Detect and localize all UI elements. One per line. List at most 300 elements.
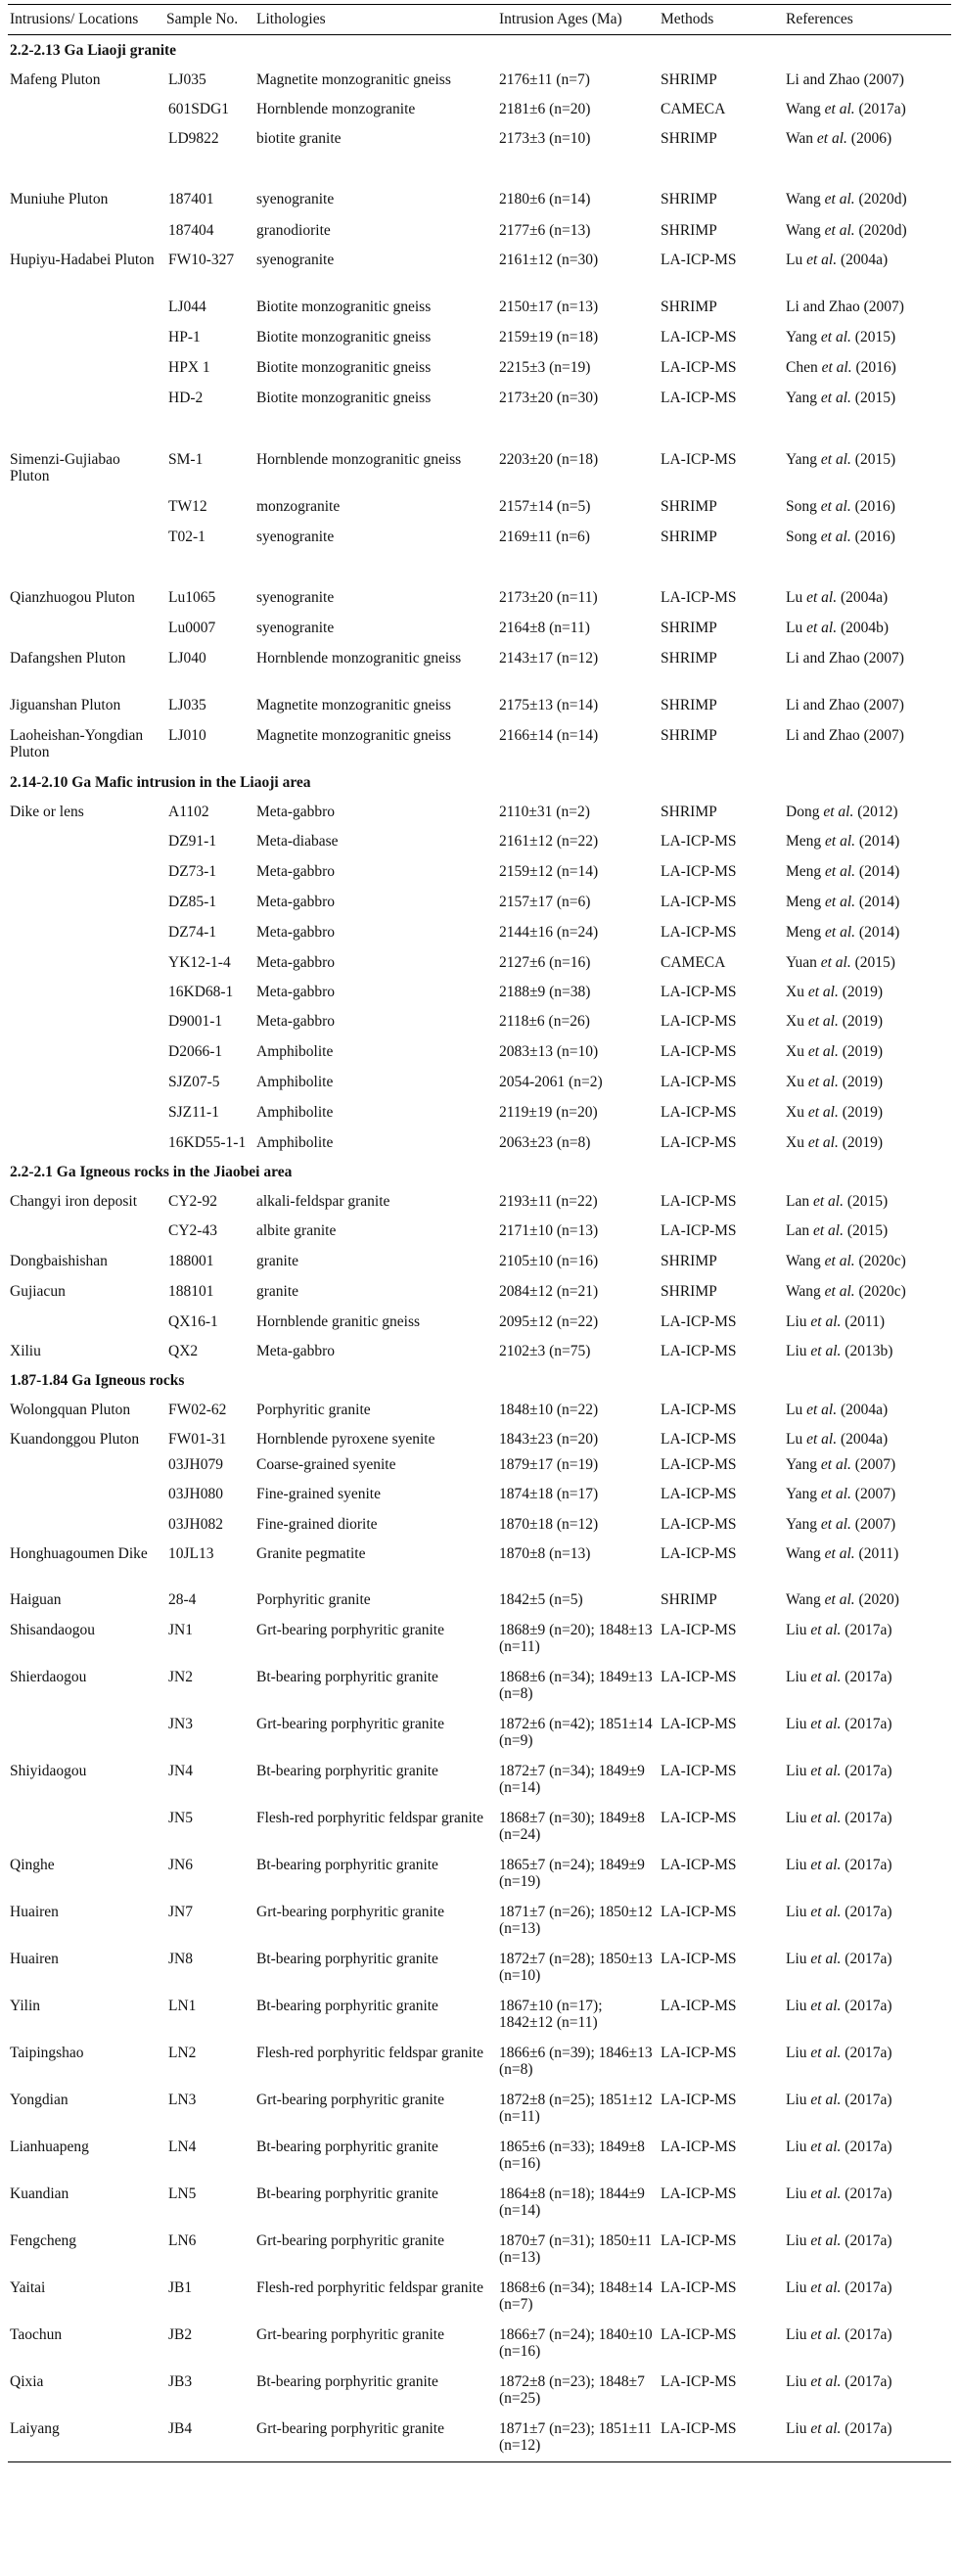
- reference-cell: [784, 1850, 951, 1897]
- table-row: [8, 1944, 951, 1991]
- table-row: [8, 1006, 951, 1036]
- age-cell: 2159±12 (n=14): [499, 862, 599, 880]
- method-cell: SHRIMP: [661, 129, 717, 147]
- lithology-cell: Magnetite monzogranitic gneiss: [256, 726, 451, 744]
- lithology-cell: biotite granite: [256, 129, 342, 147]
- table-row: [8, 2367, 951, 2414]
- reference-cell: [784, 1615, 951, 1662]
- age-cell: 2171±10 (n=13): [499, 1221, 599, 1239]
- reference-cell: [784, 2085, 951, 2132]
- table-row: [8, 123, 951, 184]
- sample-cell: FW10-327: [168, 251, 235, 268]
- reference-author: Liu: [786, 2231, 811, 2249]
- age-cell: 2105±10 (n=16): [499, 1252, 599, 1269]
- reference-year: (2004a): [837, 251, 889, 268]
- reference-author: Song: [786, 528, 821, 545]
- sample-cell: DZ73-1: [168, 862, 217, 880]
- lithology-cell: Meta-gabbro: [256, 862, 336, 880]
- reference-et-al: et al.: [810, 2372, 842, 2390]
- sample-cell: TW12: [168, 497, 207, 515]
- reference-cell: [784, 245, 951, 292]
- reference-et-al: et al.: [824, 1544, 855, 1562]
- table-row: [8, 444, 951, 491]
- age-cell: 2143±17 (n=12): [499, 649, 599, 667]
- reference-year: (2013b): [841, 1342, 893, 1359]
- header-intrusion-ages: Intrusion Ages (Ma): [497, 5, 659, 35]
- method-cell: LA-ICP-MS: [661, 1515, 737, 1533]
- sample-cell: Lu1065: [168, 588, 216, 606]
- reference-author: Meng: [786, 862, 826, 880]
- reference-et-al: et al.: [810, 1903, 842, 1920]
- lithology-cell: Bt-bearing porphyritic granite: [256, 1762, 438, 1779]
- table-row: [8, 1186, 951, 1216]
- lithology-cell: Biotite monzogranitic gneiss: [256, 358, 432, 376]
- method-cell: LA-ICP-MS: [661, 1715, 737, 1732]
- reference-author: Liu: [786, 2372, 811, 2390]
- reference-et-al: et al.: [810, 2278, 842, 2296]
- reference-year: (2017a): [841, 2419, 892, 2437]
- method-cell: LA-ICP-MS: [661, 832, 737, 850]
- reference-et-al: et al.: [824, 1590, 855, 1608]
- table-row: [8, 2179, 951, 2226]
- location-cell: [8, 352, 164, 383]
- header-lithologies: Lithologies: [254, 5, 497, 35]
- method-cell: LA-ICP-MS: [661, 1903, 737, 1920]
- table-row: [8, 94, 951, 123]
- age-cell: 2127±6 (n=16): [499, 953, 591, 971]
- lithology-cell: syenogranite: [256, 251, 335, 268]
- reference-author: Li and Zhao (2007): [786, 298, 904, 315]
- location-cell: Shierdaogou: [10, 1668, 87, 1685]
- reference-cell: [784, 1756, 951, 1803]
- age-cell: 1864±8 (n=18); 1844±9 (n=14): [499, 2185, 645, 2219]
- reference-year: (2017a): [841, 2231, 892, 2249]
- location-cell: Hupiyu-Hadabei Pluton: [10, 251, 155, 268]
- section-header-row: [8, 1157, 951, 1186]
- section-header-row: [8, 35, 951, 65]
- reference-cell: [784, 1479, 951, 1509]
- reference-cell: [784, 643, 951, 690]
- location-cell: Laiyang: [8, 2414, 164, 2462]
- reference-cell: [784, 292, 951, 322]
- reference-cell: [784, 1424, 951, 1449]
- lithology-cell: Granite pegmatite: [256, 1544, 366, 1562]
- reference-author: Liu: [786, 1668, 811, 1685]
- reference-author: Li and Zhao (2007): [786, 649, 904, 667]
- reference-et-al: et al.: [810, 2044, 842, 2061]
- sample-cell: 03JH080: [168, 1485, 223, 1502]
- table-row: [8, 1662, 951, 1709]
- method-cell: SHRIMP: [661, 497, 717, 515]
- method-cell: LA-ICP-MS: [661, 328, 737, 345]
- reference-year: (2014): [855, 923, 900, 941]
- reference-author: Liu: [786, 1312, 811, 1330]
- table-row: [8, 2038, 951, 2085]
- table-row: [8, 613, 951, 643]
- sample-cell: 187401: [168, 190, 214, 207]
- sample-cell: JN5: [168, 1809, 193, 1826]
- reference-author: Liu: [786, 1997, 811, 2014]
- reference-et-al: et al.: [824, 190, 855, 207]
- sample-cell: LJ035: [168, 70, 206, 88]
- reference-year: (2007): [850, 1455, 896, 1473]
- age-cell: 2193±11 (n=22): [499, 1192, 598, 1210]
- age-cell: 2203±20 (n=18): [499, 450, 599, 468]
- sample-cell: LN2: [168, 2044, 197, 2061]
- table-row: [8, 322, 951, 352]
- location-cell: [8, 977, 164, 1006]
- reference-et-al: et al.: [807, 1042, 839, 1060]
- sample-cell: 28-4: [168, 1590, 197, 1608]
- sample-cell: A1102: [168, 803, 209, 820]
- sample-cell: SM-1: [168, 450, 204, 468]
- location-cell: Qixia: [10, 2372, 44, 2390]
- reference-author: Li and Zhao (2007): [786, 70, 904, 88]
- reference-et-al: et al.: [810, 1762, 842, 1779]
- age-cell: 1872±7 (n=34); 1849±9 (n=14): [499, 1762, 645, 1796]
- sample-cell: JN6: [168, 1856, 193, 1873]
- age-cell: 1865±6 (n=33); 1849±8 (n=16): [499, 2138, 645, 2172]
- lithology-cell: Bt-bearing porphyritic granite: [256, 2138, 438, 2155]
- lithology-cell: Bt-bearing porphyritic granite: [256, 2185, 438, 2202]
- reference-year: (2017a): [841, 1668, 892, 1685]
- table-row: [8, 690, 951, 720]
- location-cell: Qinghe: [10, 1856, 55, 1873]
- reference-year: (2017a): [841, 2185, 892, 2202]
- sample-cell: FW02-62: [168, 1401, 227, 1418]
- table-row: [8, 1307, 951, 1336]
- reference-cell: [784, 582, 951, 613]
- reference-et-al: et al.: [825, 832, 856, 850]
- location-cell: [8, 94, 164, 123]
- reference-author: Yang: [786, 450, 821, 468]
- location-cell: Yongdian: [10, 2091, 68, 2108]
- reference-author: Lan: [786, 1192, 813, 1210]
- reference-et-al: et al.: [810, 1621, 842, 1638]
- section-header-row: [8, 1365, 951, 1395]
- sample-cell: 16KD55-1-1: [168, 1133, 247, 1151]
- header-sample-no: Sample No.: [164, 5, 254, 35]
- table-row: [8, 1424, 951, 1449]
- age-cell: 2102±3 (n=75): [499, 1342, 591, 1359]
- age-cell: 1867±10 (n=17); 1842±12 (n=11): [499, 1997, 603, 2031]
- age-cell: 2083±13 (n=10): [499, 1042, 599, 1060]
- table-row: [8, 1449, 951, 1479]
- location-cell: Changyi iron deposit: [10, 1192, 138, 1210]
- reference-author: Wang: [786, 190, 825, 207]
- location-cell: [8, 1097, 164, 1127]
- age-cell: 1879±17 (n=19): [499, 1455, 599, 1473]
- reference-cell: [784, 215, 951, 245]
- age-cell: 2157±14 (n=5): [499, 497, 591, 515]
- reference-year: (2017a): [841, 1950, 892, 1967]
- reference-year: (2017a): [841, 2091, 892, 2108]
- lithology-cell: syenogranite: [256, 588, 335, 606]
- reference-year: (2015): [850, 953, 895, 971]
- reference-year: (2020d): [854, 190, 907, 207]
- sample-cell: JN1: [168, 1621, 193, 1638]
- location-cell: Kuandian: [10, 2185, 69, 2202]
- lithology-cell: Fine-grained diorite: [256, 1515, 378, 1533]
- sample-cell: LD9822: [168, 129, 219, 147]
- location-cell: Xiliu: [10, 1342, 41, 1359]
- reference-cell: [784, 1246, 951, 1276]
- location-cell: Taochun: [10, 2325, 63, 2343]
- lithology-cell: Bt-bearing porphyritic granite: [256, 1668, 438, 1685]
- method-cell: SHRIMP: [661, 221, 717, 239]
- reference-author: Wan: [786, 129, 817, 147]
- reference-cell: [784, 1585, 951, 1615]
- reference-cell: [784, 947, 951, 977]
- age-cell: 1866±6 (n=39); 1846±13 (n=8): [499, 2044, 653, 2078]
- reference-year: (2017a): [841, 1856, 892, 1873]
- table-row: [8, 643, 951, 690]
- method-cell: LA-ICP-MS: [661, 1312, 737, 1330]
- table-row: [8, 1897, 951, 1944]
- reference-et-al: et al.: [807, 1133, 839, 1151]
- age-cell: 2161±12 (n=30): [499, 251, 599, 268]
- reference-year: (2014): [855, 893, 900, 910]
- reference-et-al: et al.: [807, 983, 839, 1000]
- location-cell: [8, 522, 164, 582]
- reference-year: (2019): [838, 1073, 884, 1090]
- lithology-cell: Biotite monzogranitic gneiss: [256, 298, 432, 315]
- lithology-cell: Amphibolite: [256, 1133, 334, 1151]
- reference-et-al: et al.: [810, 2185, 842, 2202]
- reference-cell: [784, 2367, 951, 2414]
- table-body: [8, 35, 951, 2462]
- method-cell: LA-ICP-MS: [661, 1401, 737, 1418]
- age-cell: 2161±12 (n=22): [499, 832, 599, 850]
- table-row: [8, 1067, 951, 1097]
- age-cell: 2180±6 (n=14): [499, 190, 591, 207]
- location-cell: Taipingshao: [10, 2044, 84, 2061]
- method-cell: LA-ICP-MS: [661, 2091, 737, 2108]
- method-cell: LA-ICP-MS: [659, 2414, 784, 2462]
- reference-et-al: et al.: [820, 389, 851, 406]
- reference-cell: [784, 2038, 951, 2085]
- location-cell: Dongbaishishan: [10, 1252, 108, 1269]
- location-cell: [8, 947, 164, 977]
- reference-et-al: et al.: [820, 1515, 851, 1533]
- reference-cell: [784, 826, 951, 856]
- location-cell: [8, 1509, 164, 1539]
- age-cell: 2166±14 (n=14): [499, 726, 599, 744]
- method-cell: LA-ICP-MS: [661, 1073, 737, 1090]
- intrusion-ages-table: [8, 4, 951, 2462]
- lithology-cell: Meta-diabase: [256, 832, 339, 850]
- table-row: [8, 2226, 951, 2273]
- reference-author: Wang: [786, 1544, 825, 1562]
- lithology-cell: Amphibolite: [256, 1073, 334, 1090]
- sample-cell: JN8: [168, 1950, 193, 1967]
- reference-cell: [784, 2414, 951, 2462]
- sample-cell: D2066-1: [168, 1042, 223, 1060]
- location-cell: [8, 1803, 164, 1850]
- reference-year: (2011): [841, 1312, 886, 1330]
- method-cell: LA-ICP-MS: [661, 1668, 737, 1685]
- reference-et-al: et al.: [820, 1455, 851, 1473]
- reference-year: (2020): [854, 1590, 899, 1608]
- method-cell: LA-ICP-MS: [661, 2372, 737, 2390]
- method-cell: LA-ICP-MS: [661, 251, 737, 268]
- lithology-cell: Grt-bearing porphyritic granite: [256, 2091, 444, 2108]
- method-cell: LA-ICP-MS: [661, 1133, 737, 1151]
- reference-author: Yang: [786, 1485, 821, 1502]
- location-cell: Huairen: [10, 1950, 59, 1967]
- lithology-cell: Fine-grained syenite: [256, 1485, 381, 1502]
- lithology-cell: syenogranite: [256, 619, 335, 636]
- method-cell: LA-ICP-MS: [661, 1809, 737, 1826]
- table-row: [8, 1276, 951, 1307]
- sample-cell: 03JH079: [168, 1455, 223, 1473]
- table-row: [8, 720, 951, 767]
- reference-year: (2017a): [841, 1762, 892, 1779]
- reference-author: Liu: [786, 1342, 811, 1359]
- location-cell: [8, 856, 164, 887]
- reference-cell: [784, 1991, 951, 2038]
- reference-et-al: et al.: [825, 862, 856, 880]
- method-cell: SHRIMP: [661, 1590, 717, 1608]
- location-cell: [8, 1216, 164, 1246]
- lithology-cell: Biotite monzogranitic gneiss: [256, 389, 432, 406]
- reference-cell: [784, 1127, 951, 1157]
- reference-et-al: et al.: [820, 450, 851, 468]
- lithology-cell: Meta-gabbro: [256, 893, 336, 910]
- reference-author: Liu: [786, 1762, 811, 1779]
- sample-cell: FW01-31: [168, 1430, 227, 1448]
- reference-author: Yuan: [786, 953, 821, 971]
- reference-et-al: et al.: [810, 1715, 842, 1732]
- method-cell: SHRIMP: [661, 649, 717, 667]
- lithology-cell: syenogranite: [256, 190, 335, 207]
- table-row: [8, 2320, 951, 2367]
- lithology-cell: Bt-bearing porphyritic granite: [256, 2372, 438, 2390]
- section-title: 2.14-2.10 Ga Mafic intrusion in the Liaoji area: [10, 773, 311, 791]
- reference-author: Lu: [786, 619, 807, 636]
- age-cell: 2084±12 (n=21): [499, 1282, 599, 1300]
- reference-cell: [784, 1067, 951, 1097]
- section-title: 2.2-2.13 Ga Liaoji granite: [10, 42, 177, 59]
- reference-author: Xu: [786, 1042, 808, 1060]
- reference-et-al: et al.: [816, 129, 847, 147]
- sample-cell: 601SDG1: [168, 100, 230, 117]
- location-cell: [8, 1307, 164, 1336]
- section-header-row: [8, 767, 951, 797]
- reference-year: (2004a): [837, 588, 889, 606]
- age-cell: 2173±3 (n=10): [499, 129, 591, 147]
- sample-cell: 16KD68-1: [168, 983, 234, 1000]
- table-row: [8, 1036, 951, 1067]
- method-cell: SHRIMP: [661, 619, 717, 636]
- location-cell: [8, 1036, 164, 1067]
- method-cell: LA-ICP-MS: [661, 2278, 737, 2296]
- reference-author: Liu: [786, 1950, 811, 1967]
- sample-cell: 10JL13: [168, 1544, 214, 1562]
- lithology-cell: Meta-gabbro: [256, 923, 336, 941]
- reference-year: (2017a): [841, 1621, 892, 1638]
- reference-year: (2020d): [854, 221, 907, 239]
- table-row: [8, 856, 951, 887]
- method-cell: LA-ICP-MS: [661, 1430, 737, 1448]
- location-cell: [8, 292, 164, 322]
- age-cell: 1870±18 (n=12): [499, 1515, 599, 1533]
- location-cell: [8, 613, 164, 643]
- location-cell: Yilin: [10, 1997, 41, 2014]
- age-cell: 2144±16 (n=24): [499, 923, 599, 941]
- reference-year: (2017a): [841, 2325, 892, 2343]
- age-cell: 1848±10 (n=22): [499, 1401, 599, 1418]
- method-cell: SHRIMP: [661, 726, 717, 744]
- location-cell: [8, 917, 164, 947]
- method-cell: SHRIMP: [661, 1252, 717, 1269]
- reference-cell: [784, 1709, 951, 1756]
- reference-et-al: et al.: [810, 1809, 842, 1826]
- age-cell: 1872±8 (n=25); 1851±12 (n=11): [499, 2091, 653, 2125]
- location-cell: Shiyidaogou: [10, 1762, 87, 1779]
- reference-cell: [784, 2273, 951, 2320]
- table-row: [8, 1709, 951, 1756]
- sample-cell: SJZ07-5: [168, 1073, 220, 1090]
- reference-year: (2017a): [841, 1903, 892, 1920]
- reference-year: (2015): [850, 328, 896, 345]
- reference-et-al: et al.: [810, 2325, 842, 2343]
- lithology-cell: Hornblende granitic gneiss: [256, 1312, 421, 1330]
- reference-year: (2015): [850, 450, 896, 468]
- method-cell: LA-ICP-MS: [661, 2138, 737, 2155]
- lithology-cell: Flesh-red porphyritic feldspar granite: [256, 2044, 483, 2061]
- location-cell: Muniuhe Pluton: [10, 190, 109, 207]
- location-cell: Simenzi-Gujiabao Pluton: [10, 450, 120, 484]
- sample-cell: LN3: [168, 2091, 197, 2108]
- reference-year: (2017a): [841, 1715, 892, 1732]
- location-cell: Mafeng Pluton: [10, 70, 101, 88]
- reference-author: Yang: [786, 1515, 821, 1533]
- table-row: [8, 1850, 951, 1897]
- header-methods: Methods: [659, 5, 784, 35]
- age-cell: 1872±7 (n=28); 1850±13 (n=10): [499, 1950, 653, 1984]
- method-cell: LA-ICP-MS: [661, 1012, 737, 1030]
- table-row: [8, 582, 951, 613]
- reference-cell: [784, 1307, 951, 1336]
- table-row: [8, 826, 951, 856]
- reference-author: Liu: [786, 1621, 811, 1638]
- table-row: [8, 184, 951, 215]
- reference-year: (2017a): [841, 2044, 892, 2061]
- reference-author: Liu: [786, 1903, 811, 1920]
- sample-cell: JN3: [168, 1715, 193, 1732]
- lithology-cell: Hornblende monzogranitic gneiss: [256, 450, 462, 468]
- age-cell: 1868±6 (n=34); 1848±14 (n=7): [499, 2278, 653, 2313]
- location-cell: Haiguan: [10, 1590, 62, 1608]
- location-cell: Huairen: [10, 1903, 59, 1920]
- reference-et-al: et al.: [806, 1401, 838, 1418]
- table-header-row: [8, 5, 951, 35]
- location-cell: Gujiacun: [10, 1282, 66, 1300]
- location-cell: [8, 887, 164, 917]
- location-cell: [8, 1709, 164, 1756]
- sample-cell: LN4: [168, 2138, 197, 2155]
- age-cell: 1872±6 (n=42); 1851±14 (n=9): [499, 1715, 653, 1749]
- table-row: [8, 1991, 951, 2038]
- method-cell: CAMECA: [661, 100, 726, 117]
- location-cell: Jiguanshan Pluton: [10, 696, 121, 713]
- table-row: [8, 1395, 951, 1424]
- reference-author: Meng: [786, 923, 826, 941]
- lithology-cell: Bt-bearing porphyritic granite: [256, 1997, 438, 2014]
- lithology-cell: Bt-bearing porphyritic granite: [256, 1950, 438, 1967]
- method-cell: LA-ICP-MS: [661, 1621, 737, 1638]
